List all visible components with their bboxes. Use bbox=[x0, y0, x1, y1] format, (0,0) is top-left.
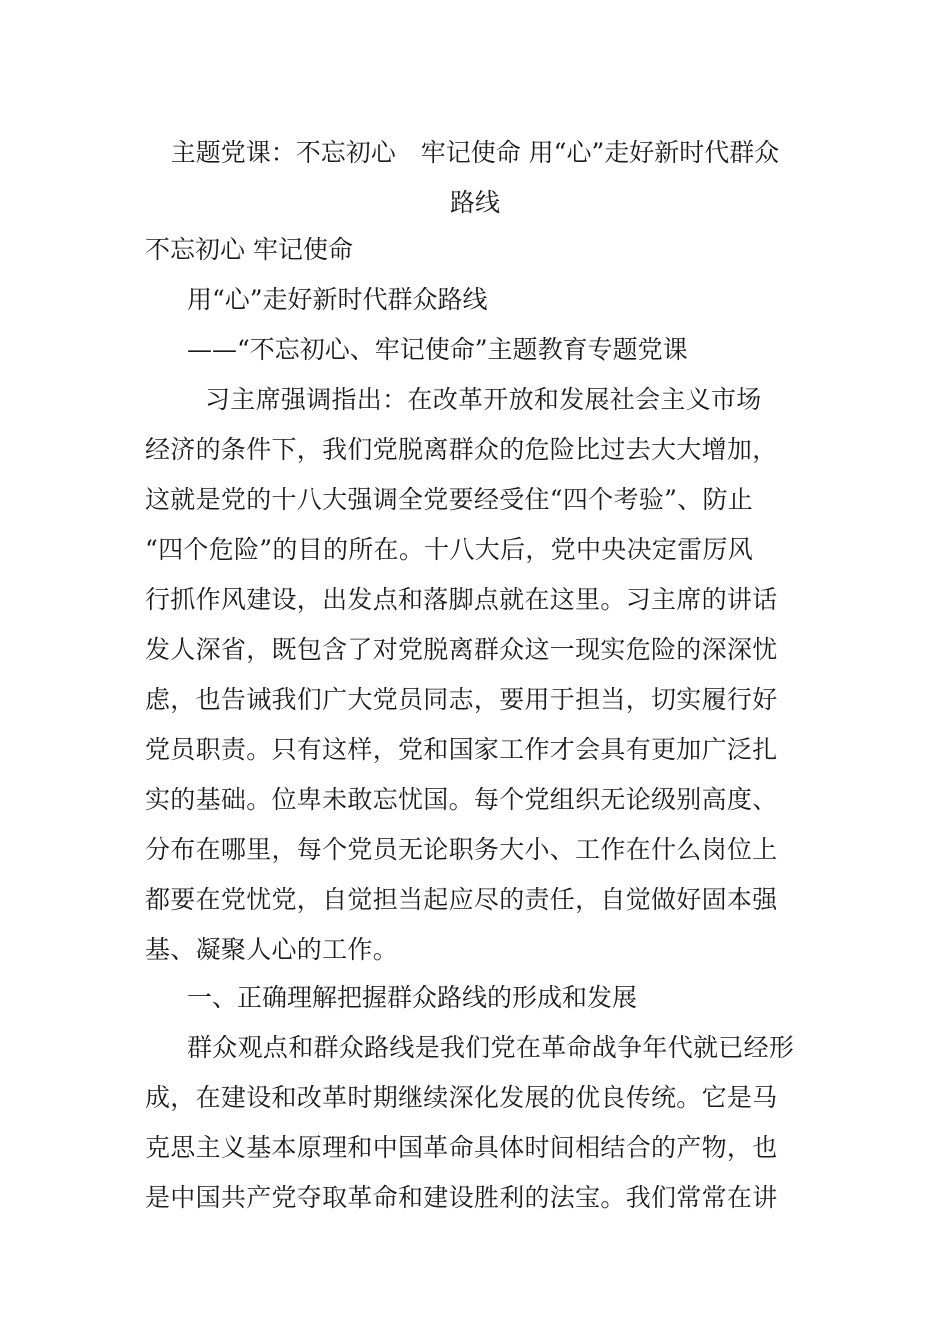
paragraph-1-line: 基、凝聚人心的工作。 bbox=[145, 935, 399, 964]
section-1-heading: 一、正确理解把握群众路线的形成和发展 bbox=[187, 983, 638, 1012]
paragraph-1-line: 虑，也告诫我们广大党员同志，要用于担当，切实履行好 bbox=[145, 685, 778, 714]
paragraph-2-line: 成，在建设和改革时期继续深化发展的优良传统。它是马 bbox=[145, 1083, 778, 1112]
paragraph-1-line: 这就是党的十八大强调全党要经受住“四个考验”、防止 bbox=[145, 485, 754, 514]
paragraph-1-line: 分布在哪里，每个党员无论职务大小、工作在什么岗位上 bbox=[145, 835, 778, 864]
heading-slogan: 不忘初心 牢记使命 bbox=[145, 235, 353, 264]
paragraph-2-line: 是中国共产党夺取革命和建设胜利的法宝。我们常常在讲 bbox=[145, 1183, 778, 1212]
paragraph-1-line: 行抓作风建设，出发点和落脚点就在这里。习主席的讲话 bbox=[145, 585, 778, 614]
title-line-1: 主题党课：不忘初心 牢记使命 用“心”走好新时代群众 bbox=[170, 138, 780, 167]
paragraph-1-line: 都要在党忧党，自觉担当起应尽的责任，自觉做好固本强 bbox=[145, 885, 778, 914]
paragraph-1-line: “四个危险”的目的所在。十八大后，党中央决定雷厉风 bbox=[145, 535, 754, 564]
paragraph-2-line: 群众观点和群众路线是我们党在革命战争年代就已经形 bbox=[187, 1033, 795, 1062]
paragraph-1-line: 发人深省，既包含了对党脱离群众这一现实危险的深深忧 bbox=[145, 635, 778, 664]
document-title bbox=[145, 128, 805, 228]
paragraph-1-line: 实的基础。位卑未敢忘忧国。每个党组织无论级别高度、 bbox=[145, 785, 778, 814]
paragraph-1-line: 党员职责。只有这样，党和国家工作才会具有更加广泛扎 bbox=[145, 735, 778, 764]
heading-subtitle: 用“心”走好新时代群众路线 bbox=[187, 285, 488, 314]
title-line-2: 路线 bbox=[449, 188, 500, 217]
paragraph-1-line: 经济的条件下，我们党脱离群众的危险比过去大大增加， bbox=[145, 435, 778, 464]
paragraph-1-line: 习主席强调指出：在改革开放和发展社会主义市场 bbox=[205, 385, 762, 414]
heading-course-name: ——“不忘初心、牢记使命”主题教育专题党课 bbox=[187, 335, 688, 364]
paragraph-1 bbox=[145, 375, 810, 975]
paragraph-2-line: 克思主义基本原理和中国革命具体时间相结合的产物，也 bbox=[145, 1133, 778, 1162]
paragraph-2 bbox=[145, 1023, 810, 1223]
